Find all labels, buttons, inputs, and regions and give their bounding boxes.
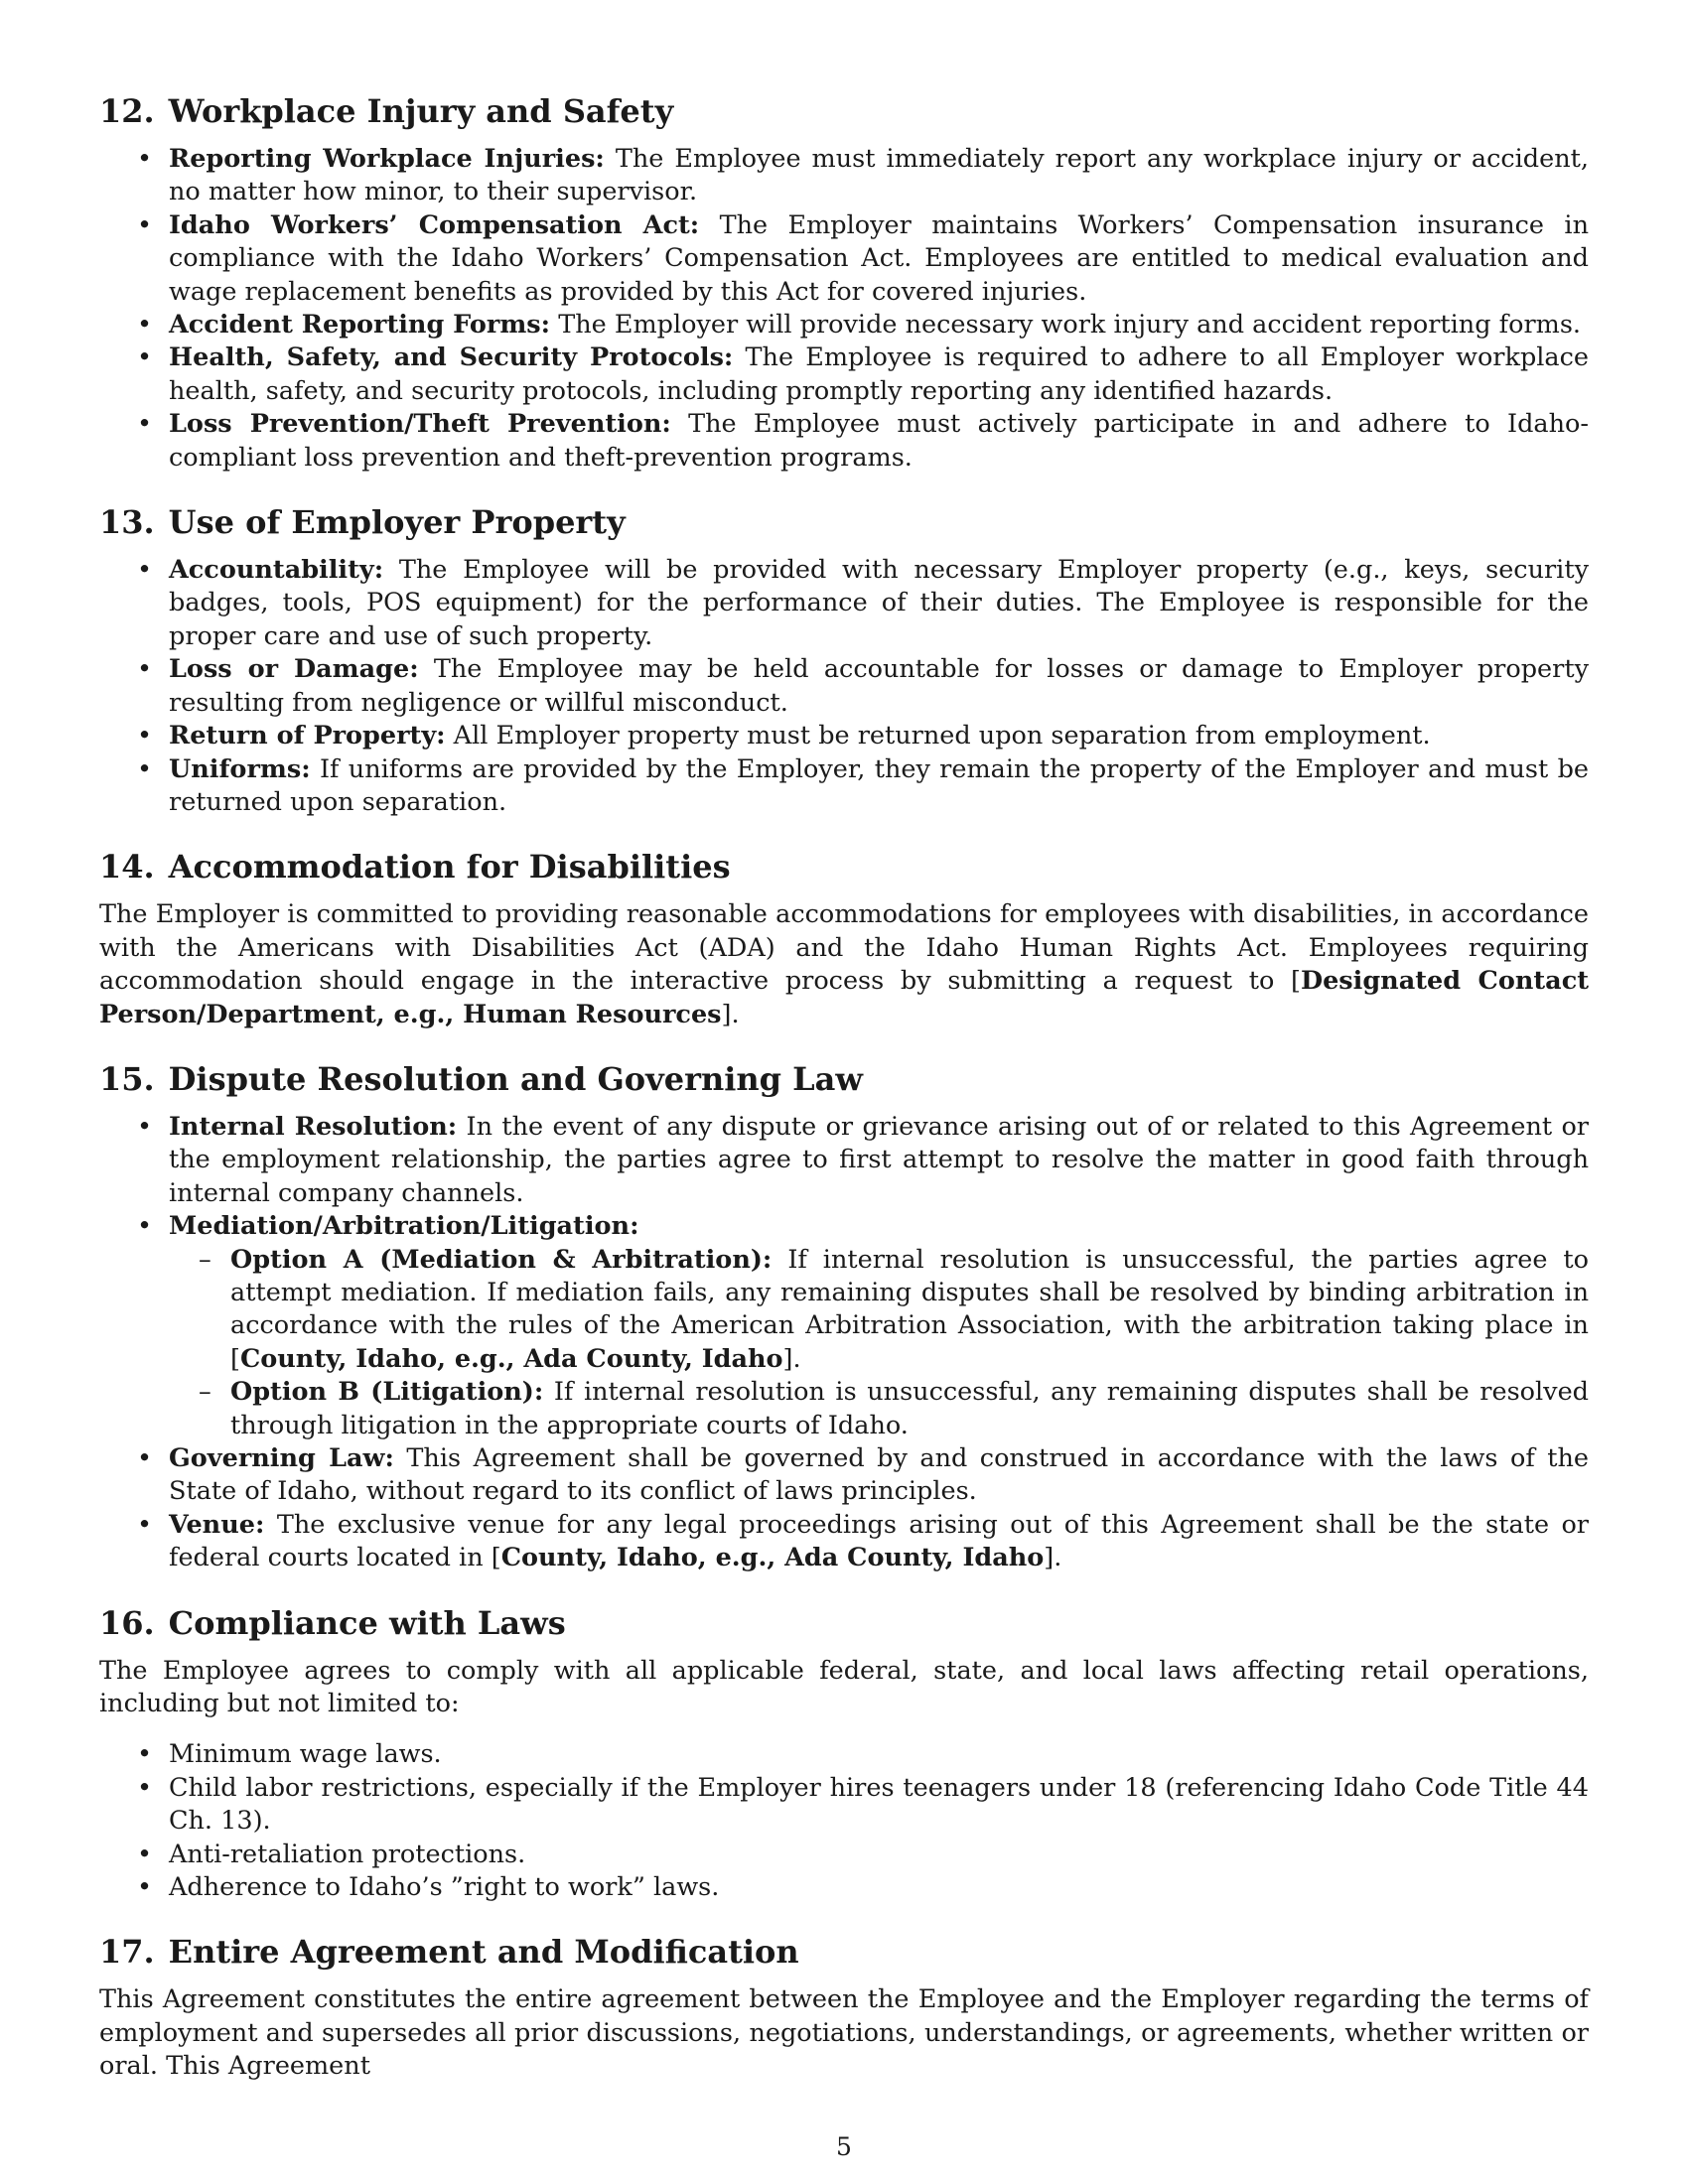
item-text: The Employee is required to adhere to all Employer workplace health, safety, and security protocols, including promptly reporting any identified hazards. xyxy=(169,342,1590,406)
list-item xyxy=(99,209,1589,309)
item-label: Health, Safety, and Security Protocols: xyxy=(169,342,734,373)
section-number: 14. xyxy=(99,848,155,887)
sub-list-item xyxy=(169,1376,1589,1442)
item-text: In the event of any dispute or grievance arising out of or related to this Agreement or the employment relationship, the parties agree to first attempt to resolve the matter in good faith through internal company channels. xyxy=(169,1111,1589,1208)
item-label: Internal Resolution: xyxy=(169,1111,458,1142)
item-label: Governing Law: xyxy=(169,1443,394,1473)
section-heading xyxy=(99,91,1589,131)
placeholder-field: Designated Contact Person/Department, e.g., Human Resources xyxy=(99,966,1590,1029)
list-item: • Child labor restrictions, especially if the Employer hires teenagers under 18 (referencing Idaho Code Title 44 Ch. 13). xyxy=(99,1772,1589,1839)
item-label: Option A (Mediation & Arbitration): xyxy=(230,1244,773,1275)
section-title: Dispute Resolution and Governing Law xyxy=(168,1059,863,1098)
section-16 xyxy=(99,1603,1589,1905)
paragraph: This Agreement constitutes the entire agreement between the Employee and the Employer regarding the terms of employment and supersedes all prior discussions, negotiations, understandings, or agreements, whether written or oral. This Agreement xyxy=(99,1984,1589,2082)
bullet-list xyxy=(99,143,1589,475)
section-13 xyxy=(99,502,1589,819)
document-page xyxy=(99,91,1589,2112)
placeholder-field: County, Idaho, e.g., Ada County, Idaho xyxy=(500,1543,1045,1573)
list-item: • Anti-retaliation protections. xyxy=(99,1839,1589,1871)
item-text: ]. xyxy=(782,1343,801,1374)
paragraph: The Employee agrees to comply with all applicable federal, state, and local laws affecting retail operations, including but not limited to: xyxy=(99,1655,1589,1719)
list-item xyxy=(99,1509,1589,1575)
item-label: Reporting Workplace Injuries: xyxy=(169,144,605,174)
item-label: Loss Prevention/Theft Prevention: xyxy=(169,409,671,440)
section-heading xyxy=(99,1932,1589,1972)
item-label: Accident Reporting Forms: xyxy=(169,310,551,341)
placeholder-field: County, Idaho, e.g., Ada County, Idaho xyxy=(239,1343,783,1374)
item-text: The Employee must actively participate in and adhere to Idaho-compliant loss prevention and theft-prevention programs. xyxy=(169,409,1589,473)
item-text: All Employer property must be returned upon separation from employment. xyxy=(453,721,1431,751)
list-item: • Minimum wage laws. xyxy=(99,1738,1589,1771)
list-item xyxy=(99,1210,1589,1442)
section-title: Entire Agreement and Modification xyxy=(168,1933,799,1972)
item-text: This Agreement shall be governed by and construed in accordance with the laws of the State of Idaho, without regard to its conflict of laws principles. xyxy=(169,1443,1590,1507)
item-label: Accountability: xyxy=(169,555,384,586)
section-heading xyxy=(99,1059,1589,1099)
section-title: Use of Employer Property xyxy=(168,503,626,542)
list-item xyxy=(99,408,1589,475)
section-heading xyxy=(99,1603,1589,1643)
item-text: The Employee may be held accountable for losses or damage to Employer property resulting from negligence or willful misconduct. xyxy=(169,654,1589,718)
item-label: Loss or Damage: xyxy=(169,654,419,685)
list-item xyxy=(99,143,1589,209)
section-17 xyxy=(99,1932,1589,2083)
list-item xyxy=(99,720,1589,752)
sub-list-item xyxy=(169,1244,1589,1377)
item-label: Venue: xyxy=(169,1509,265,1540)
item-label: Idaho Workers’ Compensation Act: xyxy=(169,209,700,240)
item-label: Option B (Litigation): xyxy=(230,1377,544,1408)
paragraph-text: ]. xyxy=(721,999,740,1029)
bullet-list xyxy=(99,1111,1589,1575)
section-heading xyxy=(99,847,1589,887)
item-text: If internal resolution is unsuccessful, the parties agree to attempt mediation. If mediation fails, any remaining disputes shall be resolved by binding arbitration in accordance with the rules of the American Arbitration Association, with the arbitration taking place in [ xyxy=(230,1244,1589,1374)
paragraph-text: The Employer is committed to providing reasonable accommodations for employees with disabilities, in accordance with the Americans with Disabilities Act (ADA) and the Idaho Human Rights Act. Employees requiring accommodation should engage in the interactive process by submitting a request to [ xyxy=(99,899,1589,997)
item-text: If uniforms are provided by the Employer, they remain the property of the Employer and must be returned upon separation. xyxy=(169,753,1590,817)
item-text: The exclusive venue for any legal proceedings arising out of this Agreement shall be the state or federal courts located in [ xyxy=(169,1509,1589,1573)
list-item xyxy=(99,1111,1589,1210)
item-text: The Employer maintains Workers’ Compensation insurance in compliance with the Idaho Workers’ Compensation Act. Employees are entitled to medical evaluation and wage replacement benefits as provided by this Act for covered injuries. xyxy=(169,209,1589,307)
section-12 xyxy=(99,91,1589,475)
item-label: Return of Property: xyxy=(169,721,446,751)
page-number: 5 xyxy=(836,2132,852,2161)
section-number: 17. xyxy=(99,1933,155,1972)
sub-list xyxy=(169,1244,1589,1442)
item-text: The Employee must immediately report any workplace injury or accident, no matter how minor, to their supervisor. xyxy=(169,144,1589,207)
section-title: Workplace Injury and Safety xyxy=(168,92,674,130)
section-number: 15. xyxy=(99,1059,155,1098)
section-number: 16. xyxy=(99,1603,155,1642)
list-item xyxy=(99,1442,1589,1509)
item-text: The Employer will provide necessary work injury and accident reporting forms. xyxy=(558,310,1582,341)
section-title: Compliance with Laws xyxy=(168,1603,566,1642)
list-item xyxy=(99,341,1589,408)
list-item xyxy=(99,554,1589,653)
item-text: The Employee will be provided with necessary Employer property (e.g., keys, security badges, tools, POS equipment) for the performance of their duties. The Employee is responsible for the proper care and use of such property. xyxy=(169,555,1589,651)
item-label: Uniforms: xyxy=(169,753,311,784)
section-14 xyxy=(99,847,1589,1031)
section-number: 13. xyxy=(99,503,155,542)
list-item xyxy=(99,653,1589,720)
section-15 xyxy=(99,1059,1589,1575)
section-number: 12. xyxy=(99,92,155,130)
list-item xyxy=(99,753,1589,820)
bullet-list xyxy=(99,1738,1589,1904)
bullet-list xyxy=(99,554,1589,819)
list-item xyxy=(99,309,1589,341)
paragraph xyxy=(99,898,1589,1031)
section-heading xyxy=(99,502,1589,542)
item-text: If internal resolution is unsuccessful, any remaining disputes shall be resolved through litigation in the appropriate courts of Idaho. xyxy=(230,1377,1589,1440)
item-label: Mediation/Arbitration/Litigation: xyxy=(169,1211,639,1242)
list-item: • Adherence to Idaho’s ”right to work” laws. xyxy=(99,1871,1589,1904)
item-text: ]. xyxy=(1044,1543,1062,1573)
section-title: Accommodation for Disabilities xyxy=(168,848,731,887)
